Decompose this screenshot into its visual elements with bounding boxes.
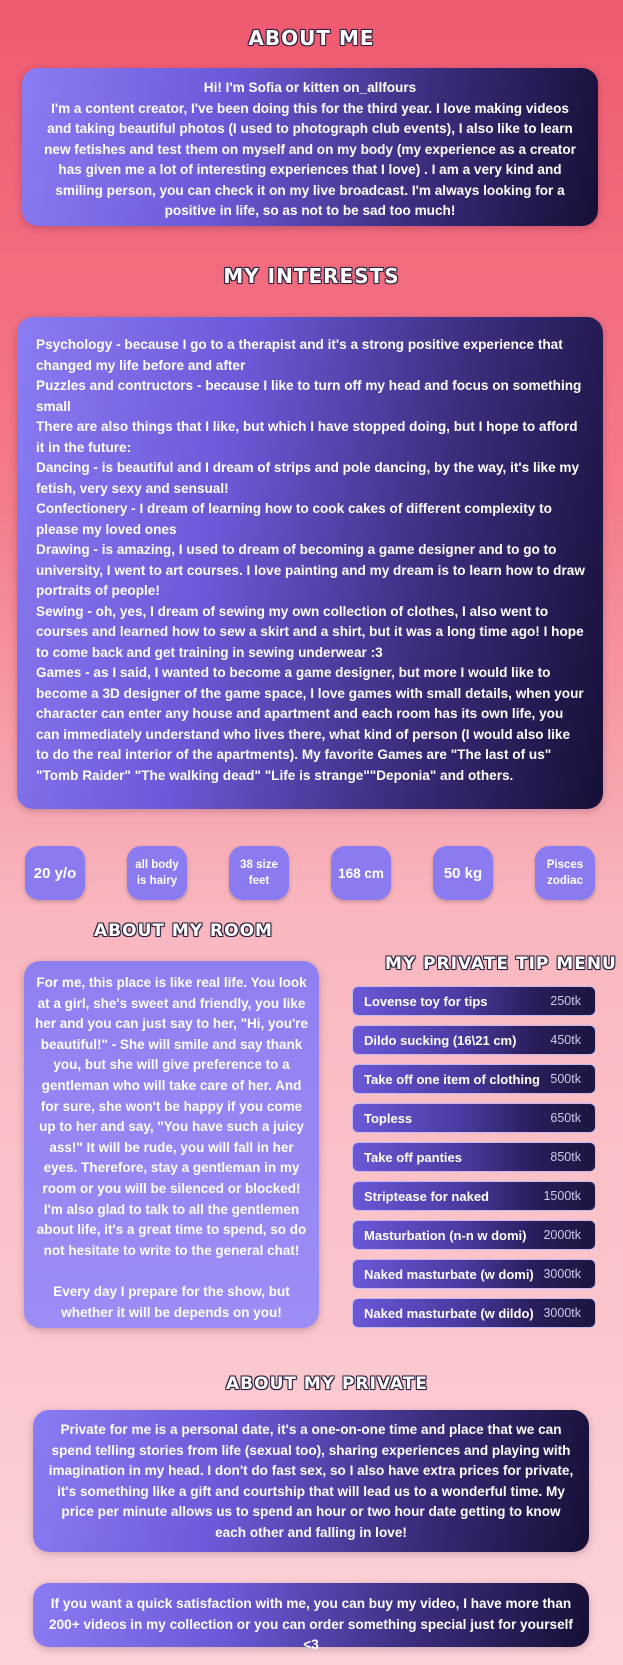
- interest-item: [36, 458, 585, 499]
- tip-item-price: 1500tk: [543, 1189, 581, 1203]
- tip-menu-item: [352, 986, 596, 1016]
- room-text: For me, this place is like real life. You look at a girl, she's sweet and friendly, you like her and you can just say to her, "Hi, you're beautiful!" - She will smile and say thank you, but she will give preference to a gentleman who will take care of her. And for sure, she won't be happy if you come up to her and say, "You have such a juicy ass!" It will be rude, you will fall in her eyes. Therefore, stay a gentleman in my room or you will be silenced or blocked! I'm also glad to talk to all the gentlemen about life, it's a great time to spend, so do not hesitate to write to the general chat! Every day I prepare for the show, but whether it will be depends on you!: [35, 975, 308, 1320]
- tip-item-price: 650tk: [550, 1111, 581, 1125]
- interest-label: Drawing: [36, 542, 90, 557]
- interest-item: [36, 499, 585, 540]
- interest-text: - because I go to a therapist and it's a strong positive experience that changed my life before and after: [36, 337, 563, 373]
- tip-item-name: Take off panties: [364, 1149, 463, 1165]
- interests-heading: MY INTERESTS: [223, 264, 400, 288]
- private-heading: ABOUT MY PRIVATE: [226, 1374, 428, 1394]
- interest-label: Confectionery: [36, 501, 128, 516]
- interest-text: - because I like to turn off my head and focus on something small: [36, 378, 582, 414]
- stat-badge: all body is hairy: [127, 846, 187, 900]
- tip-menu-item: [352, 1220, 596, 1250]
- interest-text: - I dream of learning how to cook cakes of different complexity to please my loved ones: [36, 501, 552, 537]
- tip-item-price: 3000tk: [543, 1267, 581, 1281]
- tip-item-name: Lovense toy for tips: [364, 993, 488, 1009]
- interest-text: - is beautiful and I dream of strips and pole dancing, by the way, it's like my fetish, very sexy and sensual!: [36, 460, 580, 496]
- room-heading: ABOUT MY ROOM: [94, 921, 273, 941]
- interests-card: [17, 317, 603, 809]
- about-me-greeting: Hi! I'm Sofia or kitten on_allfours: [203, 80, 417, 95]
- interest-item: [36, 335, 585, 376]
- tip-menu-item: [352, 1064, 596, 1094]
- about-me-card: [22, 68, 598, 226]
- videos-text: If you want a quick satisfaction with me, you can buy my video, I have more than 200+ videos in my collection or you can order something special just for yourself <3: [49, 1596, 573, 1652]
- about-me-text: I'm a content creator, I've been doing this for the third year. I love making videos and taking beautiful photos (I used to photograph club events), I also like to learn new fetishes and test them on myself and on my body (my experience as a creator has given me a lot of interesting experiences that I love) . I am a very kind and smiling person, you can check it on my live broadcast. I'm always looking for a positive in life, so as not to be sad too much!: [44, 100, 576, 218]
- interest-item: [36, 540, 585, 602]
- interest-label: There are also things that I like, but which I have stopped doing, but I hope to afford it in the future:: [36, 419, 578, 455]
- tip-item-name: Naked masturbate (w domi): [364, 1266, 534, 1282]
- interest-label: Games: [36, 665, 82, 680]
- tip-item-name: Topless: [364, 1110, 413, 1126]
- tip-item-name: Masturbation (n-n w domi): [364, 1227, 527, 1243]
- tip-menu-item: [352, 1181, 596, 1211]
- stat-badge: Pisces zodiac: [535, 846, 595, 900]
- stat-badge: 50 kg: [433, 846, 493, 900]
- room-card: [24, 961, 319, 1328]
- tip-item-price: 2000tk: [543, 1228, 581, 1242]
- tip-item-price: 3000tk: [543, 1306, 581, 1320]
- interest-text: - is amazing, I used to dream of becoming a game designer and to go to university, I went to art courses. I love painting and my dream is to learn how to draw portraits of people!: [36, 542, 585, 598]
- tip-menu-item: [352, 1103, 596, 1133]
- tip-item-name: Naked masturbate (w dildo): [364, 1305, 534, 1321]
- about-me-heading: ABOUT ME: [248, 26, 375, 50]
- tip-menu-item: [352, 1142, 596, 1172]
- interest-text: - oh, yes, I dream of sewing my own collection of clothes, I also went to courses and learned how to sew a skirt and a shirt, but it was a long time ago! I hope to come back and get training in sewing underwear :3: [36, 603, 584, 660]
- tip-item-price: 500tk: [550, 1072, 581, 1086]
- interest-label: Sewing: [36, 603, 84, 619]
- tip-item-price: 450tk: [550, 1033, 581, 1047]
- tip-item-price: 850tk: [550, 1150, 581, 1164]
- private-text: Private for me is a personal date, it's a one-on-one time and place that we can spend telling stories from life (sexual too), sharing experiences and playing with imagination in my head. I don't do fast sex, so I also have extra prices for private, it's something like a gift and courtship that will lead us to a wonderful time. My price per minute allows us to spend an hour or two hour date getting to know each other and falling in love!: [48, 1422, 574, 1540]
- tip-item-name: Dildo sucking (16\21 cm): [364, 1032, 517, 1048]
- interest-label: Psychology: [36, 337, 113, 352]
- interest-label: Puzzles and contructors: [36, 378, 194, 393]
- stat-badge: 20 y/o: [25, 846, 85, 900]
- stat-badge: 168 cm: [331, 846, 391, 900]
- tip-menu-heading: MY PRIVATE TIP MENU: [385, 954, 617, 974]
- videos-card: [33, 1583, 589, 1652]
- tip-menu-item: [352, 1259, 596, 1289]
- interest-text: - as I said, I wanted to become a game designer, but more I would like to become a 3D designer of the game space, I love games with small details, when your character can enter any house and apartment and each room has its own life, you can immediately understand who lives there, what kind of person (I would also like to do the real interior of the apartments). My favorite Games are "The last of us" "Tomb Raider" "The walking dead" "Life is strange""Deponia" and others.: [36, 665, 584, 783]
- interest-label: Dancing: [36, 460, 90, 475]
- tip-menu-item: [352, 1025, 596, 1055]
- interest-item: [36, 602, 585, 664]
- interest-item: [36, 376, 585, 417]
- interest-item: [36, 417, 585, 458]
- interests-list: [36, 335, 585, 786]
- stat-badge: 38 size feet: [229, 846, 289, 900]
- tip-item-price: 250tk: [550, 994, 581, 1008]
- interest-item: [36, 663, 585, 786]
- tip-item-name: Striptease for naked: [364, 1188, 489, 1204]
- private-card: [33, 1410, 589, 1552]
- tip-menu-item: [352, 1298, 596, 1328]
- tip-item-name: Take off one item of clothing: [364, 1071, 540, 1087]
